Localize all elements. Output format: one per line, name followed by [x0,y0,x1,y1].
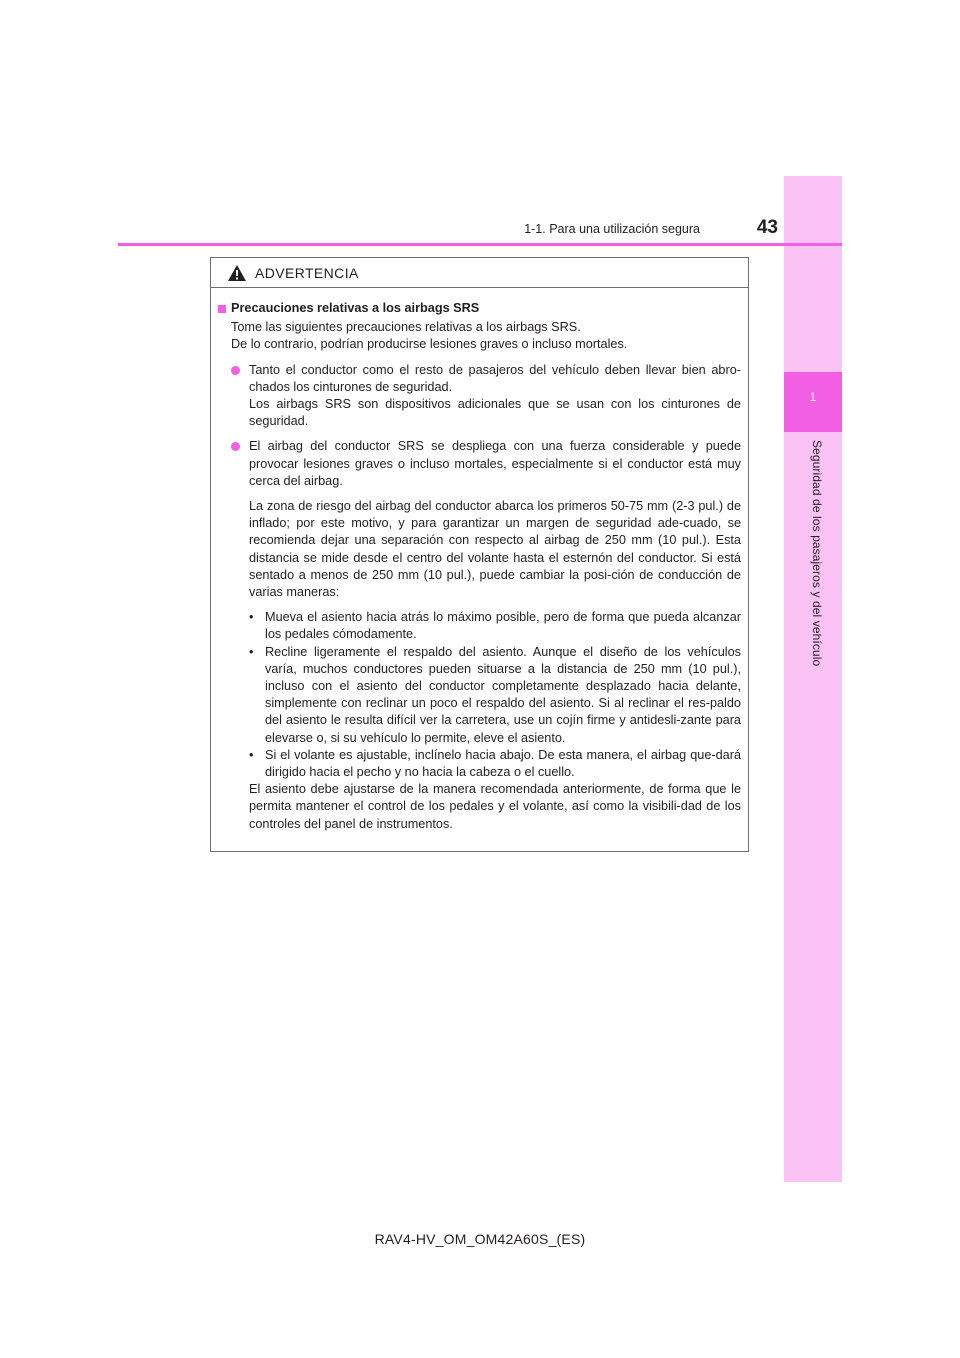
bullet-item [249,362,741,431]
closing-paragraph: El asiento debe ajustarse de la manera recomendada anteriormente, de forma que le permita mantener el control de los pedales y el volante, así como la visibili-dad de los controles del panel de instrumentos. [249,782,741,831]
section-title: 1-1. Para una utilización segura [524,222,700,236]
sub-item-text: Mueva el asiento hacia atrás lo máximo posible, pero de forma que pueda alcanzar los pedales cómodamente. [265,610,741,642]
warning-box [210,257,749,852]
bullet-item [249,438,741,490]
sub-item-text: Si el volante es ajustable, inclínelo hacia abajo. De esta manera, el airbag que-dará dirigido hacia el pecho y no hacia la cabeza o el cuello. [265,747,741,780]
header-rule [118,243,842,246]
intro-line: Tome las siguientes precauciones relativas a los airbags SRS. [231,320,581,335]
warning-body [211,288,748,833]
warning-title: ADVERTENCIA [255,264,359,281]
page-number: 43 [756,217,778,238]
bullet-text: Tanto el conductor como el resto de pasajeros del vehículo deben llevar bien abro-chados los cinturones de seguridad. [249,362,741,394]
intro-line: De lo contrario, podrían producirse lesiones graves o incluso mortales. [231,337,628,352]
sub-item [249,644,741,747]
warning-heading-text: Precauciones relativas a los airbags SRS [231,301,480,315]
bullet-text: El airbag del conductor SRS se despliega con una fuerza considerable y puede provocar lesiones graves o incluso mortales, especialmente si el conductor está muy cerca del airbag. [249,439,741,488]
warning-header [211,258,748,288]
square-bullet-icon [218,305,226,313]
footer-document-code: RAV4-HV_OM_OM42A60S_(ES) [374,1231,586,1247]
risk-zone-paragraph: La zona de riesgo del airbag del conductor abarca los primeros 50-75 mm (2-3 pul.) de inflado; por este motivo, y para garantizar un margen de seguridad ade-cuado, se recomienda dejar una separación con respecto al airbag de 250 mm (10 pul.). Esta distancia se mide desde el centro del volante hasta el esternón del conductor. Si está sentado a menos de 250 mm (10 pul.), puede cambiar la posi-ción de conducción de varias maneras: [249,499,741,600]
sub-item-marker: • [249,747,254,762]
sub-item-text: Recline ligeramente el respaldo del asiento. Aunque el diseño de los vehículos varía, muchos conductores pueden situarse a la distancia de 250 mm (10 pul.), incluso con el asiento del conductor completamente desplazado hacia delante, simplemente con reclinar un poco el respaldo del asiento. Si al reclinar el res-paldo del asiento le resulta difícil ver la carretera, use un cojín firme y antidesli-zante para elevarse o, si su vehículo lo permite, eleve el asiento. [265,644,741,745]
side-tab-chapter-number: 1 [809,390,817,404]
sub-item [249,747,741,781]
sub-item [249,609,741,643]
sub-item-marker: • [249,610,254,625]
warning-triangle-icon [227,264,247,282]
warning-heading [218,300,741,317]
circle-bullet-icon [231,366,240,375]
bullet-text: Los airbags SRS son dispositivos adicionales que se usan con los cinturones de seguridad. [249,397,741,429]
side-tab-chapter-title: Seguridad de los pasajeros y del vehículo [810,440,824,667]
circle-bullet-icon [231,442,240,451]
sub-item-marker: • [249,644,254,659]
